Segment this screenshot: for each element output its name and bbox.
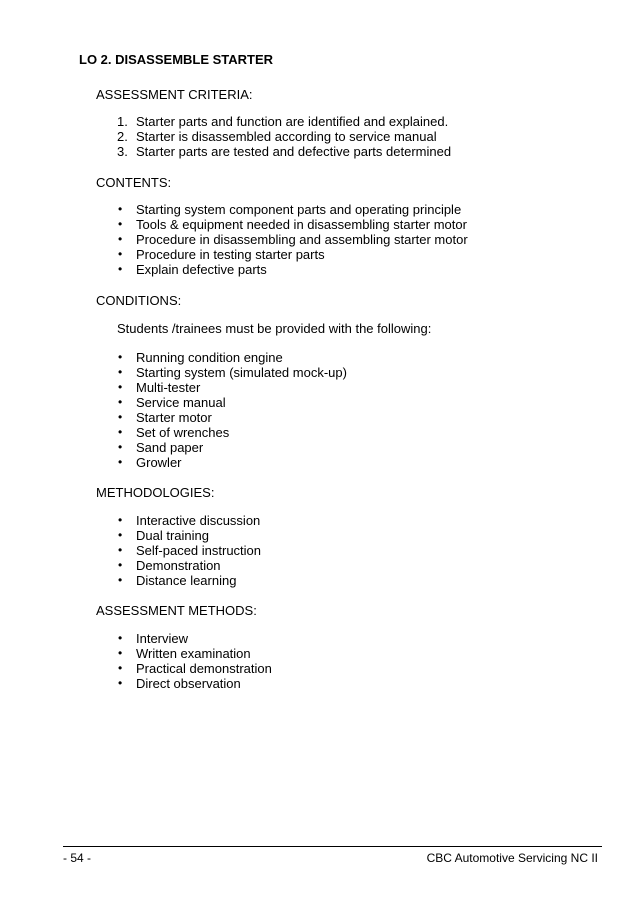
list-item-text: Written examination [136,646,251,661]
bullet-icon: • [118,380,123,394]
bullet-icon: • [118,631,123,645]
bullet-icon: • [118,646,123,660]
list-item-text: Tools & equipment needed in disassembling starter motor [136,217,467,232]
bullet-icon: • [118,350,123,364]
list-item-text: Starter parts are tested and defective parts determined [136,144,452,159]
bullet-icon: • [118,528,123,542]
list-item-text: Starting system (simulated mock-up) [136,365,347,380]
list-item-text: Practical demonstration [136,661,272,676]
bullet-icon: • [118,217,123,231]
list-item-text: Distance learning [136,573,237,588]
bullet-icon: • [118,676,123,690]
bullet-icon: • [118,425,123,439]
assessment-methods-heading: ASSESSMENT METHODS: [96,603,257,618]
list-item-text: Procedure in disassembling and assembling starter motor [136,232,468,247]
page-title: LO 2. DISASSEMBLE STARTER [79,52,274,67]
list-item-text: Starter parts and function are identified and explained. [136,114,449,129]
list-number: 2. [117,129,128,144]
bullet-icon: • [118,455,123,469]
list-item-text: Sand paper [136,440,204,455]
list-item-text: Interview [136,631,189,646]
bullet-icon: • [118,365,123,379]
footer-divider [63,846,602,847]
list-item-text: Multi-tester [136,380,201,395]
list-number: 3. [117,144,128,159]
list-item-text: Self-paced instruction [136,543,262,558]
bullet-icon: • [118,440,123,454]
list-item-text: Procedure in testing starter parts [136,247,325,262]
bullet-icon: • [118,513,123,527]
bullet-icon: • [118,202,123,216]
bullet-icon: • [118,232,123,246]
list-item-text: Running condition engine [136,350,283,365]
assessment-criteria-heading: ASSESSMENT CRITERIA: [96,87,253,102]
contents-heading: CONTENTS: [96,175,172,190]
footer-page-number: - 54 - [63,851,92,865]
list-item-text: Demonstration [136,558,221,573]
list-item-text: Interactive discussion [136,513,261,528]
bullet-icon: • [118,262,123,276]
list-item-text: Direct observation [136,676,241,691]
bullet-icon: • [118,661,123,675]
bullet-icon: • [118,558,123,572]
list-item-text: Set of wrenches [136,425,230,440]
conditions-heading: CONDITIONS: [96,293,182,308]
footer-document-name: CBC Automotive Servicing NC II [426,851,598,865]
list-item-text: Starter motor [136,410,212,425]
list-item-text: Explain defective parts [136,262,267,277]
bullet-icon: • [118,395,123,409]
list-item-text: Starting system component parts and operating principle [136,202,462,217]
bullet-icon: • [118,573,123,587]
list-item-text: Dual training [136,528,209,543]
list-item-text: Starter is disassembled according to service manual [136,129,437,144]
list-number: 1. [117,114,128,129]
methodologies-heading: METHODOLOGIES: [96,485,215,500]
list-item-text: Service manual [136,395,226,410]
bullet-icon: • [118,410,123,424]
bullet-icon: • [118,247,123,261]
bullet-icon: • [118,543,123,557]
list-item-text: Growler [136,455,182,470]
conditions-intro: Students /trainees must be provided with the following: [117,321,432,336]
